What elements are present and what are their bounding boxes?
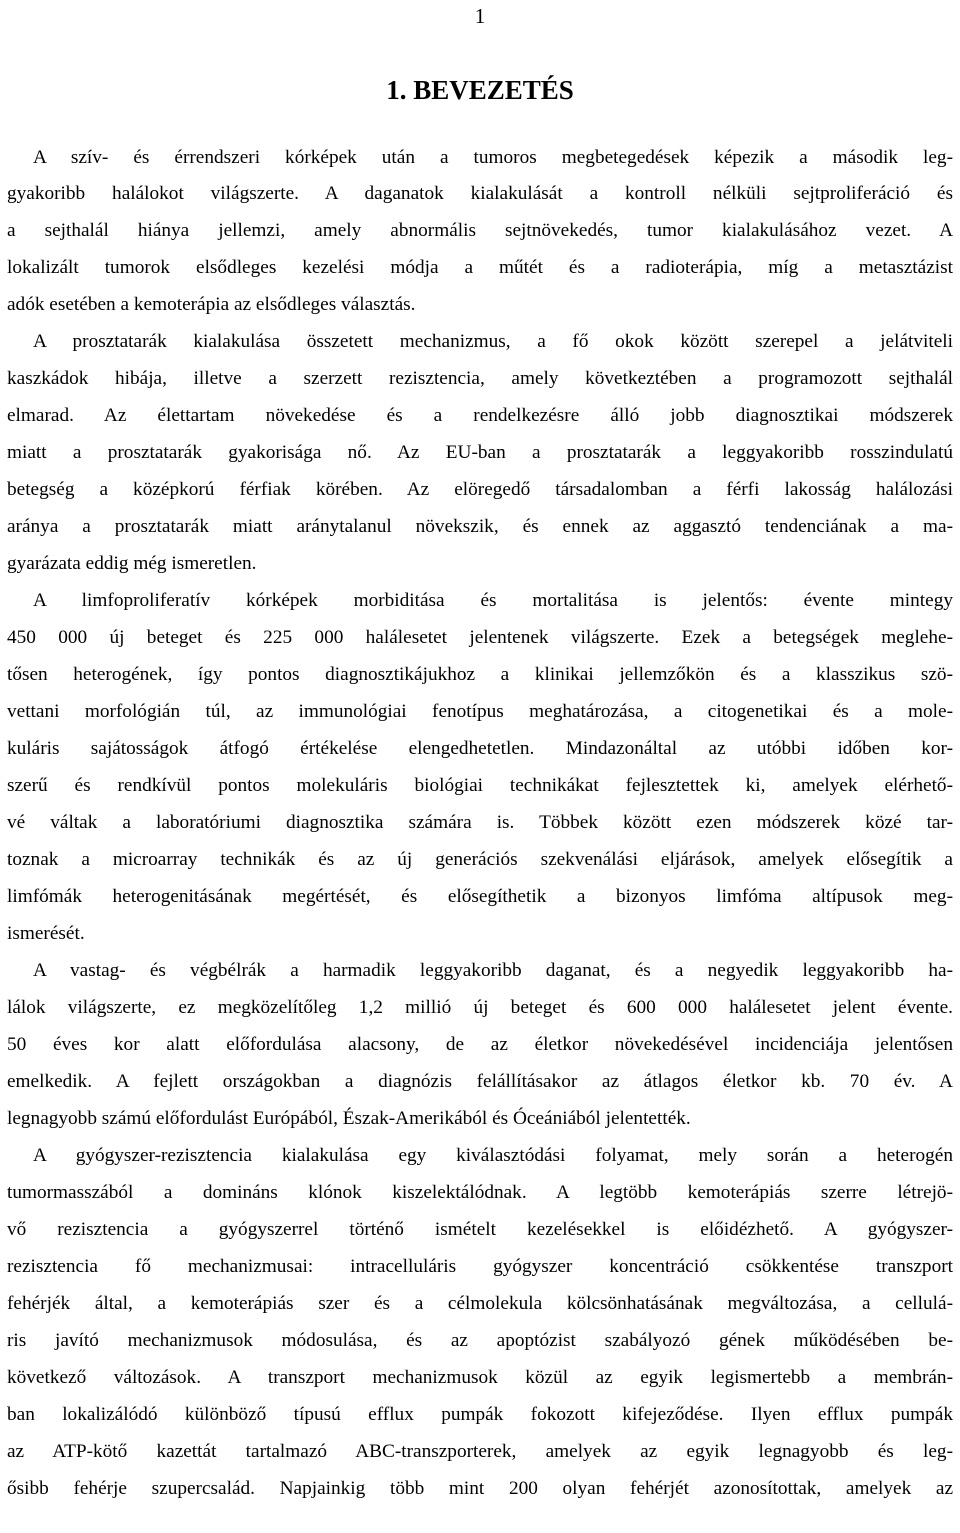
text-line: legnagyobb számú előfordulást Európából, Észak-Amerikából és Óceániából jelentették.: [7, 1108, 691, 1129]
text-line: adók esetében a kemoterápia az elsődleges választás.: [7, 294, 416, 315]
text-line: betegség a középkorú férfiak körében. Az elöregedő társadalomban a férfi lakosság halálozási: [7, 479, 953, 500]
text-line: ris javító mechanizmusok módosulása, és az apoptózist szabályozó gének működésében be-: [7, 1330, 953, 1351]
text-line: lokalizált tumorok elsődleges kezelési módja a műtét és a radioterápia, míg a metasztázist: [7, 257, 953, 278]
text-line: aránya a prosztatarák miatt aránytalanul növekszik, és ennek az aggasztó tendenciának a ma-: [7, 516, 953, 537]
text-line: A szív- és érrendszeri kórképek után a tumoros megbetegedések képezik a második leg-: [33, 147, 953, 168]
text-line: toznak a microarray technikák és az új generációs szekvenálási eljárások, amelyek elősegítik a: [7, 849, 953, 870]
text-line: emelkedik. A fejlett országokban a diagnózis felállításakor az átlagos életkor kb. 70 év. A: [7, 1071, 953, 1092]
text-line: gyakoribb halálokot világszerte. A daganatok kialakulását a kontroll nélküli sejtproliferáció és: [7, 183, 953, 204]
text-line: kaszkádok hibája, illetve a szerzett rezisztencia, amely következtében a programozott sejthalál: [7, 368, 953, 389]
text-line: ismerését.: [7, 923, 85, 944]
text-line: a sejthalál hiánya jellemzi, amely abnormális sejtnövekedés, tumor kialakulásához vezet. A: [7, 220, 953, 241]
text-line: 450 000 új beteget és 225 000 halálesetet jelentenek világszerte. Ezek a betegségek meglehe-: [7, 627, 953, 648]
text-line: szerű és rendkívül pontos molekuláris biológiai technikákat fejlesztettek ki, amelyek elérhető-: [7, 775, 953, 796]
text-line: A prosztatarák kialakulása összetett mechanizmus, a fő okok között szerepel a jelátviteli: [33, 331, 953, 352]
text-line: elmarad. Az élettartam növekedése és a rendelkezésre álló jobb diagnosztikai módszerek: [7, 405, 953, 426]
text-line: következő változások. A transzport mechanizmusok közül az egyik legismertebb a membrán-: [7, 1367, 953, 1388]
text-line: A limfoproliferatív kórképek morbiditása és mortalitása is jelentős: évente mintegy: [33, 590, 953, 611]
text-line: miatt a prosztatarák gyakorisága nő. Az EU-ban a prosztatarák a leggyakoribb rosszindulatú: [7, 442, 953, 463]
text-line: vé váltak a laboratóriumi diagnosztika számára is. Többek között ezen módszerek közé tar-: [7, 812, 953, 833]
text-line: tősen heterogének, így pontos diagnosztikájukhoz a klinikai jellemzőkön és a klasszikus szö-: [7, 664, 953, 685]
chapter-title: 1. BEVEZETÉS: [386, 75, 574, 105]
text-line: ban lokalizálódó különböző típusú efflux pumpák fokozott kifejeződése. Ilyen efflux pumpák: [7, 1404, 953, 1425]
text-line: lálok világszerte, ez megközelítőleg 1,2 millió új beteget és 600 000 halálesetet jelent évente.: [7, 997, 953, 1018]
text-line: vettani morfológián túl, az immunológiai fenotípus meghatározása, a citogenetikai és a mole-: [7, 701, 953, 722]
text-line: kuláris sajátosságok átfogó értékelése elengedhetetlen. Mindazonáltal az utóbbi időben kor-: [7, 738, 953, 759]
text-line: A gyógyszer-rezisztencia kialakulása egy kiválasztódási folyamat, mely során a heterogén: [33, 1145, 953, 1166]
text-line: limfómák heterogenitásának megértését, és elősegíthetik a bizonyos limfóma altípusok meg-: [7, 886, 953, 907]
text-line: fehérjék által, a kemoterápiás szer és a célmolekula kölcsönhatásának megváltozása, a cellulá-: [7, 1293, 953, 1314]
text-line: ősibb fehérje szupercsalád. Napjainkig több mint 200 olyan fehérjét azonosítottak, amelyek az: [7, 1478, 953, 1499]
text-line: gyarázata eddig még ismeretlen.: [7, 553, 257, 574]
text-line: 50 éves kor alatt előfordulása alacsony, de az életkor növekedésével incidenciája jelentősen: [7, 1034, 953, 1055]
text-line: rezisztencia fő mechanizmusai: intracelluláris gyógyszer koncentráció csökkentése transzport: [7, 1256, 953, 1277]
text-line: tumormasszából a domináns klónok kiszelektálódnak. A legtöbb kemoterápiás szerre létrejö-: [7, 1182, 953, 1203]
body-text: [7, 0, 953, 1533]
text-line: vő rezisztencia a gyógyszerrel történő ismételt kezelésekkel is előidézhető. A gyógyszer-: [7, 1219, 953, 1240]
text-line: A vastag- és végbélrák a harmadik leggyakoribb daganat, és a negyedik leggyakoribb ha-: [33, 960, 953, 981]
page-number: 1: [474, 4, 486, 28]
text-line: az ATP-kötő kazettát tartalmazó ABC-transzporterek, amelyek az egyik legnagyobb és leg-: [7, 1441, 953, 1462]
